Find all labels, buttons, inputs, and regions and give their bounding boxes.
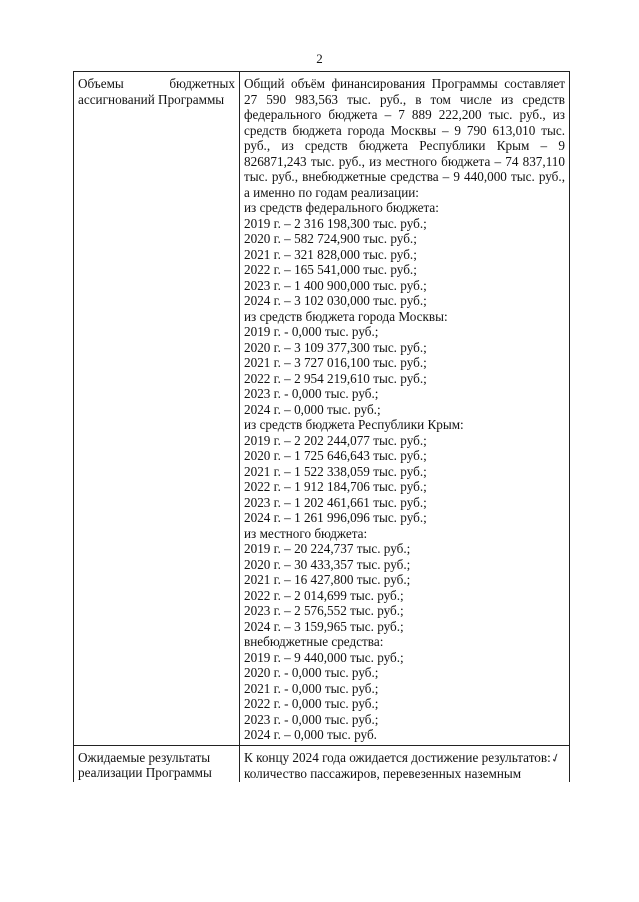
crimea-2023: 2023 г. – 1 202 461,661 тыс. руб.; bbox=[244, 494, 427, 510]
results-intro-phrase: К концу 2024 года ожидается достижение результатов: bbox=[244, 749, 551, 765]
table-row-budget bbox=[74, 72, 570, 746]
extrabudget-2024: 2024 г. – 0,000 тыс. руб. bbox=[244, 727, 377, 742]
table-row-results bbox=[74, 745, 570, 782]
extrabudget-2023: 2023 г. - 0,000 тыс. руб.; bbox=[244, 711, 379, 727]
moscow-2023: 2023 г. - 0,000 тыс. руб.; bbox=[244, 386, 379, 401]
crimea-2022: 2022 г. – 1 912 184,706 тыс. руб.; bbox=[244, 479, 427, 494]
local-2021: 2021 г. – 16 427,800 тыс. руб.; bbox=[244, 572, 411, 587]
moscow-2024: 2024 г. – 0,000 тыс. руб.; bbox=[244, 401, 381, 417]
group-heading-moscow: из средств бюджета города Москвы: bbox=[244, 308, 448, 324]
local-2024: 2024 г. – 3 159,965 тыс. руб.; bbox=[244, 618, 404, 634]
local-2020: 2020 г. – 30 433,357 тыс. руб.; bbox=[244, 556, 411, 572]
row-content-results bbox=[240, 745, 570, 782]
crimea-2020: 2020 г. – 1 725 646,643 тыс. руб.; bbox=[244, 448, 427, 463]
results-last-line: количество пассажиров, перевезенных наземным bbox=[244, 766, 522, 781]
local-2022: 2022 г. – 2 014,699 тыс. руб.; bbox=[244, 587, 404, 603]
group-heading-crimea: из средств бюджета Республики Крым: bbox=[244, 417, 464, 432]
group-heading-extrabudget: внебюджетные средства: bbox=[244, 634, 384, 649]
program-passport-table bbox=[73, 71, 570, 782]
row-content-budget bbox=[240, 72, 570, 746]
local-2023: 2023 г. – 2 576,552 тыс. руб.; bbox=[244, 603, 404, 618]
results-intro-text bbox=[244, 750, 565, 767]
crimea-2024: 2024 г. – 1 261 996,096 тыс. руб.; bbox=[244, 510, 427, 525]
extrabudget-2020: 2020 г. - 0,000 тыс. руб.; bbox=[244, 665, 379, 680]
federal-2024: 2024 г. – 3 102 030,000 тыс. руб.; bbox=[244, 293, 427, 308]
federal-2022: 2022 г. – 165 541,000 тыс. руб.; bbox=[244, 262, 417, 277]
budget-intro-text: Общий объём финансирования Программы составляет 27 590 983,563 тыс. руб., в том числе из средств федерального бюджета – 7 889 222,200 тыс. руб., из средств бюджета города Москвы – 9 790 613,010 тыс. руб., из средств бюджета Республики Крым – 9 826871,243 тыс. руб., из местного бюджета – 74 837,110 тыс. руб., внебюджетные средства – 9 440,000 тыс. руб., а именно по годам реализации: bbox=[244, 76, 565, 200]
extrabudget-2021: 2021 г. - 0,000 тыс. руб.; bbox=[244, 680, 379, 696]
crimea-2019: 2019 г. – 2 202 244,077 тыс. руб.; bbox=[244, 432, 427, 448]
moscow-2021: 2021 г. – 3 727 016,100 тыс. руб.; bbox=[244, 355, 427, 370]
crimea-2021: 2021 г. – 1 522 338,059 тыс. руб.; bbox=[244, 463, 427, 479]
page-number: 2 bbox=[316, 51, 323, 66]
group-heading-federal: из средств федерального бюджета: bbox=[244, 200, 439, 215]
extrabudget-2022: 2022 г. - 0,000 тыс. руб.; bbox=[244, 696, 379, 711]
federal-2020: 2020 г. – 582 724,900 тыс. руб.; bbox=[244, 231, 417, 246]
group-heading-local: из местного бюджета: bbox=[244, 525, 368, 541]
moscow-2020: 2020 г. – 3 109 377,300 тыс. руб.; bbox=[244, 339, 427, 355]
local-2019: 2019 г. – 20 224,737 тыс. руб.; bbox=[244, 541, 411, 556]
federal-2023: 2023 г. – 1 400 900,000 тыс. руб.; bbox=[244, 277, 427, 293]
moscow-2019: 2019 г. - 0,000 тыс. руб.; bbox=[244, 324, 379, 339]
federal-2019: 2019 г. – 2 316 198,300 тыс. руб.; bbox=[244, 215, 427, 231]
row-label-budget: Объемы бюджетных ассигнований Программы bbox=[74, 72, 240, 746]
row-label-results: Ожидаемые результаты реализации Программы bbox=[74, 745, 240, 782]
federal-2021: 2021 г. – 321 828,000 тыс. руб.; bbox=[244, 246, 417, 262]
handwritten-tick-icon: ✓ bbox=[548, 749, 563, 766]
extrabudget-2019: 2019 г. – 9 440,000 тыс. руб.; bbox=[244, 649, 404, 665]
moscow-2022: 2022 г. – 2 954 219,610 тыс. руб.; bbox=[244, 370, 427, 386]
